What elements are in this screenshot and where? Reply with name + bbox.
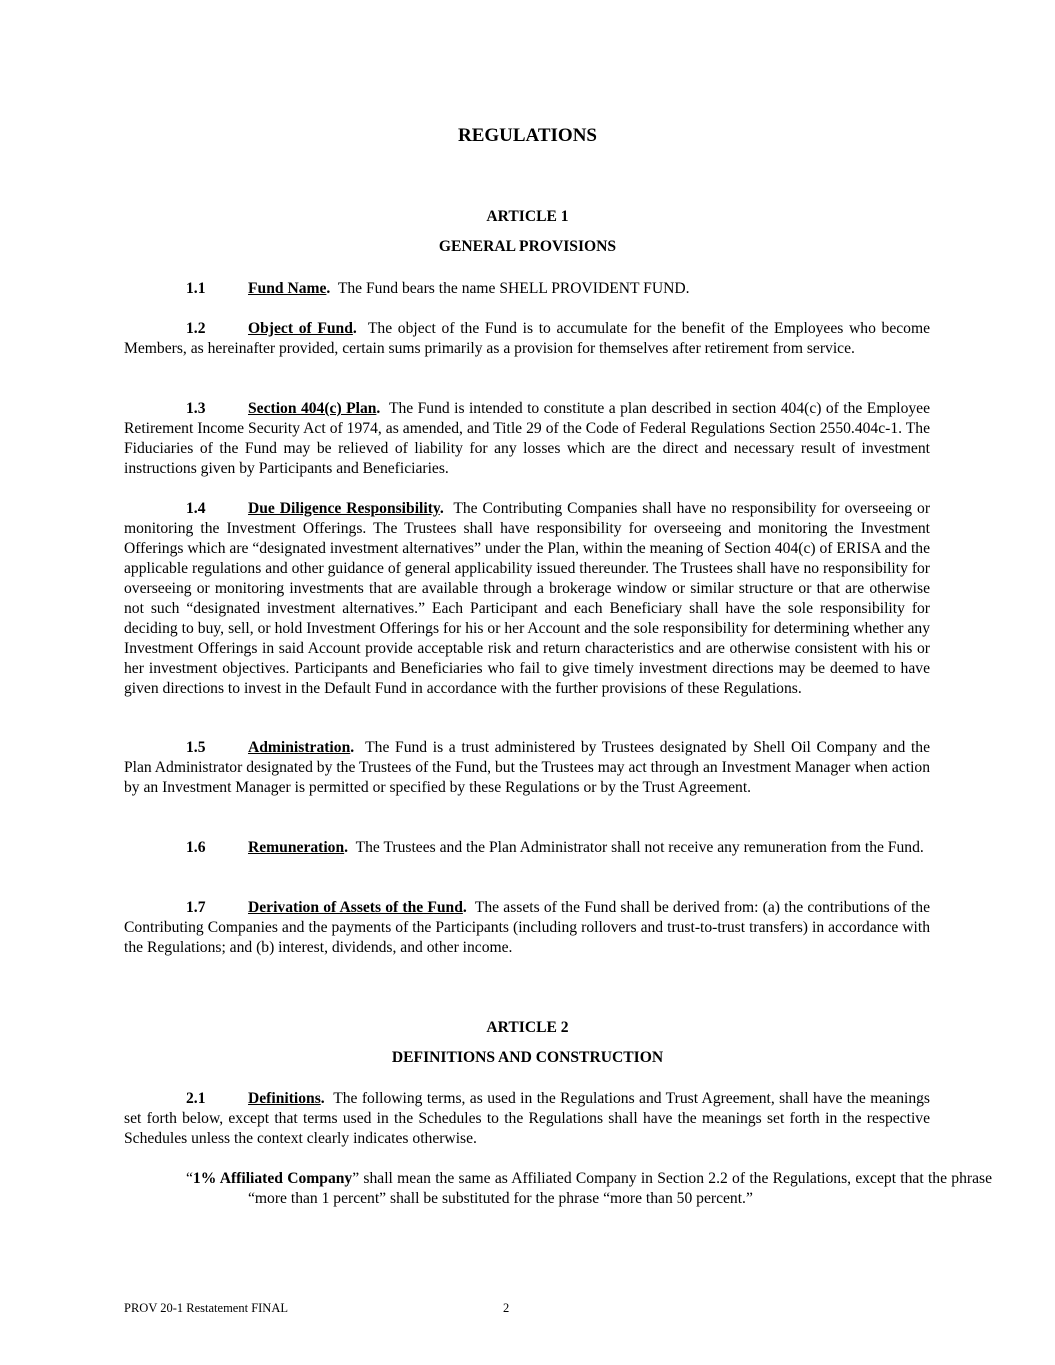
section-title: Object of Fund bbox=[248, 320, 353, 337]
section-number: 1.7 bbox=[186, 899, 206, 916]
footer-page-number: 2 bbox=[503, 1301, 510, 1315]
section-1-2: 1.2 Object of Fund. The object of the Fund is to accumulate for the benefit of the Employees who become Members, as hereinafter provided, certain sums primarily as a provision for themselves after retirement from service. bbox=[124, 320, 931, 357]
section-number: 1.2 bbox=[186, 320, 206, 337]
section-title: Remuneration bbox=[248, 839, 345, 856]
section-title: Derivation of Assets of the Fund bbox=[248, 899, 463, 916]
footer-document-id: PROV 20-1 Restatement FINAL bbox=[124, 1301, 288, 1315]
article-1-label: ARTICLE 1 bbox=[486, 208, 569, 225]
section-number: 1.3 bbox=[186, 400, 206, 417]
section-number: 1.5 bbox=[186, 739, 206, 756]
document-title: REGULATIONS bbox=[457, 125, 597, 146]
section-1-1: 1.1 Fund Name. The Fund bears the name SHELL PROVIDENT FUND. bbox=[186, 280, 690, 297]
section-title: Fund Name bbox=[248, 280, 327, 297]
section-body: The Fund is a trust administered by Trustees designated by Shell Oil Company and the Plan Administrator designated by the Trustees of the Fund, but the Trustees may act through an Investment Manager when action by an Investment Manager is permitted or specified by these Regulations or by the Trust Agreement. bbox=[124, 739, 931, 796]
section-body: The following terms, as used in the Regulations and Trust Agreement, shall have the meanings set forth below, except that terms used in the Schedules to the Regulations shall have the meanings set forth in the respective Schedules unless the context clearly indicates otherwise. bbox=[124, 1090, 931, 1147]
section-2-1: 2.1 Definitions. The following terms, as used in the Regulations and Trust Agreement, shall have the meanings set forth below, except that terms used in the Schedules to the Regulations shall have the meanings set forth in the respective Schedules unless the context clearly indicates otherwise. bbox=[124, 1090, 931, 1147]
section-body: The assets of the Fund shall be derived from: (a) the contributions of the Contributing Companies and the payments of the Participants (including rollovers and trust-to-trust transfers) in accordance with the Regulations; and (b) interest, dividends, and other income. bbox=[124, 899, 931, 956]
definition-open-quote: “ bbox=[186, 1170, 193, 1187]
section-title: Administration bbox=[248, 739, 351, 756]
section-body: The object of the Fund is to accumulate for the benefit of the Employees who become Members, as hereinafter provided, certain sums primarily as a provision for themselves after retirement from service. bbox=[124, 320, 931, 357]
section-body: The Contributing Companies shall have no responsibility for overseeing or monitoring the Investment Offerings. The Trustees shall have responsibility for overseeing and monitoring the Investment Offerings which are “designated investment alternatives” under the Plan, within the meaning of Section 404(c) of ERISA and the applicable regulations and other guidance of general applicability issued thereunder. The Trustees shall have no responsibility for overseeing or monitoring investments that are available through a brokerage window or similar structure or that are otherwise not such “designated investment alternatives.” Each Participant and each Beneficiary shall have the sole responsibility for deciding to buy, sell, or hold Investment Offerings for his or her Account and the sole responsibility for determining whether any Investment Offerings in said Account provide acceptable risk and return characteristics and are otherwise consistent with his or her investment objectives. Participants and Beneficiaries who fail to give timely investment directions may be deemed to have given directions to invest in the Default Fund in accordance with the further provisions of these Regulations. bbox=[124, 500, 931, 697]
section-number: 2.1 bbox=[186, 1090, 206, 1107]
section-1-7: 1.7 Derivation of Assets of the Fund. The assets of the Fund shall be derived from: (a) the contributions of the Contributing Companies and the payments of the Participants (including rollovers and trust-to-trust transfers) in accordance with the Regulations; and (b) interest, dividends, and other income. bbox=[124, 899, 931, 956]
section-title: Due Diligence Responsibility bbox=[248, 500, 440, 517]
section-number: 1.1 bbox=[186, 280, 206, 297]
section-title: Section 404(c) Plan bbox=[248, 400, 377, 417]
section-body: The Fund bears the name SHELL PROVIDENT FUND. bbox=[337, 280, 690, 297]
definition-body: shall mean the same as Affiliated Company in Section 2.2 of the Regulations, except that the phrase “more than 1 percent” shall be substituted for the phrase “more than 50 percent.” bbox=[248, 1170, 992, 1207]
definition-close-quote: ” bbox=[352, 1170, 360, 1187]
section-title: Definitions bbox=[248, 1090, 321, 1107]
section-1-3: 1.3 Section 404(c) Plan. The Fund is intended to constitute a plan described in section 404(c) of the Employee Retirement Income Security Act of 1974, as amended, and Title 29 of the Code of Federal Regulations Section 2550.404c-1. The Fiduciaries of the Fund may be relieved of liability for any losses which are the direct and necessary result of investment instructions given by Participants and Beneficiaries. bbox=[124, 400, 931, 477]
section-body: The Trustees and the Plan Administrator shall not receive any remuneration from the Fund. bbox=[355, 839, 924, 856]
definition-1pct-affiliated-company bbox=[186, 1169, 992, 1209]
section-number: 1.4 bbox=[186, 500, 206, 517]
article-1-heading: GENERAL PROVISIONS bbox=[438, 238, 617, 255]
section-1-5: 1.5 Administration. The Fund is a trust administered by Trustees designated by Shell Oil Company and the Plan Administrator designated by the Trustees of the Fund, but the Trustees may act through an Investment Manager when action by an Investment Manager is permitted or specified by these Regulations or by the Trust Agreement. bbox=[124, 739, 931, 796]
section-body: The Fund is intended to constitute a plan described in section 404(c) of the Employee Retirement Income Security Act of 1974, as amended, and Title 29 of the Code of Federal Regulations Section 2550.404c-1. The Fiduciaries of the Fund may be relieved of liability for any losses which are the direct and necessary result of investment instructions given by Participants and Beneficiaries. bbox=[124, 400, 931, 477]
section-1-4: 1.4 Due Diligence Responsibility. The Contributing Companies shall have no responsibility for overseeing or monitoring the Investment Offerings. The Trustees shall have responsibility for overseeing and monitoring the Investment Offerings which are “designated investment alternatives” under the Plan, within the meaning of Section 404(c) of ERISA and the applicable regulations and other guidance of general applicability issued thereunder. The Trustees shall have no responsibility for overseeing or monitoring investments that are available through a brokerage window or similar structure or that are otherwise not such “designated investment alternatives.” Each Participant and each Beneficiary shall have the sole responsibility for deciding to buy, sell, or hold Investment Offerings for his or her Account and the sole responsibility for determining whether any Investment Offerings in said Account provide acceptable risk and return characteristics and are otherwise consistent with his or her investment objectives. Participants and Beneficiaries who fail to give timely investment directions may be deemed to have given directions to invest in the Default Fund in accordance with the further provisions of these Regulations. bbox=[124, 500, 931, 697]
section-1-6: 1.6 Remuneration. The Trustees and the Plan Administrator shall not receive any remuneration from the Fund. bbox=[186, 839, 924, 856]
article-2-heading: DEFINITIONS AND CONSTRUCTION bbox=[391, 1049, 664, 1066]
article-2-label: ARTICLE 2 bbox=[486, 1019, 569, 1036]
definition-term: 1% Affiliated Company bbox=[192, 1170, 353, 1187]
section-number: 1.6 bbox=[186, 839, 206, 856]
